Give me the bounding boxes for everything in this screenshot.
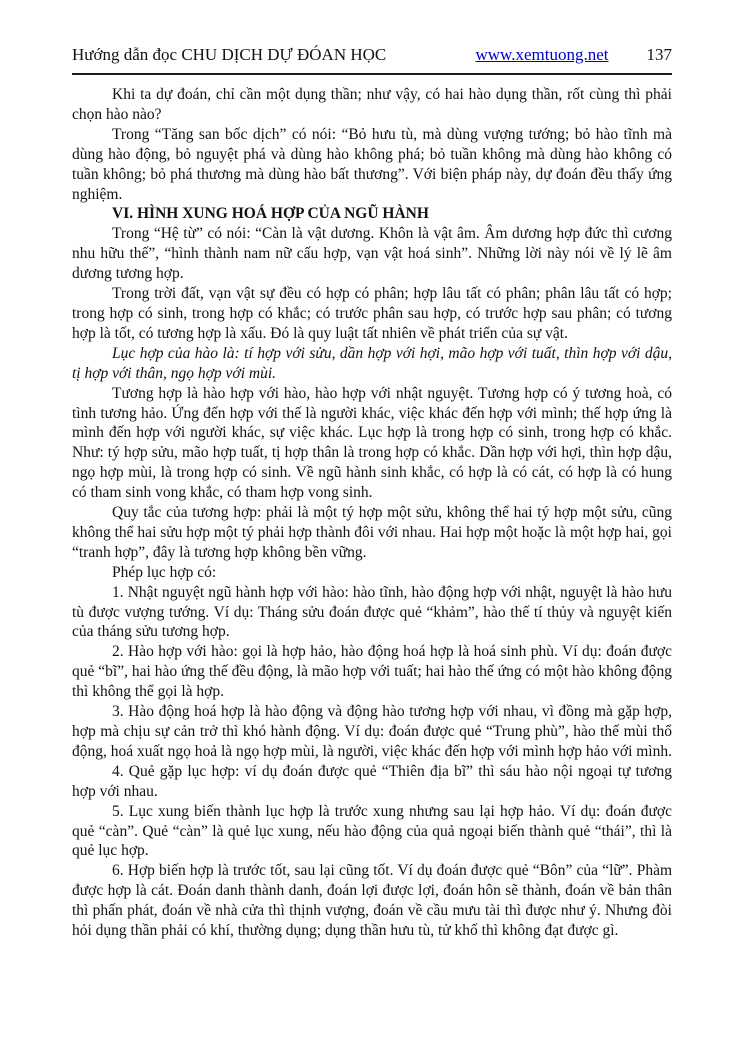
- paragraph: 2. Hào hợp với hào: gọi là hợp hảo, hào động hoá hợp là hoá sinh phù. Ví dụ: đoán được quẻ “bĩ”, hai hào ứng thế đều động, là mão hợp với tuất; hai hào thế ứng có một hào không động thì không thể gọi là hợp.: [72, 643, 672, 701]
- paragraph: Quy tắc của tương hợp: phải là một tý hợp một sửu, không thể hai tý hợp một sửu, cũng không thể hai sửu hợp một tý phải hợp thành đôi với nhau. Hai hợp một hoặc là một hợp hai, gọi “tranh hợp”, đây là tương hợp không bền vững.: [72, 504, 672, 561]
- section-heading: VI. HÌNH XUNG HOÁ HỢP CỦA NGŨ HÀNH: [112, 205, 429, 223]
- paragraph: Trong “Tăng san bốc dịch” có nói: “Bỏ hưu tù, mà dùng vượng tướng; bỏ hào tĩnh mà dùng hào động, bỏ nguyệt phá và dùng hào không phá; bỏ tuần không mà dùng hào không có tuần không; bỏ phá thương mà dùng hào bất thương”. Với biện pháp này, dự đoán đều thấy ứng nghiệm.: [72, 125, 672, 203]
- page-body: [72, 85, 672, 941]
- header-divider: [72, 73, 672, 75]
- paragraph: 1. Nhật nguyệt ngũ hành hợp với hào: hào tĩnh, hào động hợp với nhật, nguyệt là hào hưu tù được vượng tướng. Ví dụ: Tháng sửu đoán được quẻ “khảm”, hào thế tí thủy và nguyệt kiến của tháng sửu tương hợp.: [72, 583, 672, 641]
- page-header: [72, 0, 672, 65]
- paragraph: Trong “Hệ từ” có nói: “Càn là vật dương. Khôn là vật âm. Âm dương hợp đức thì cương nhu hữu thế”, “hình thành nam nữ cấu hợp, vạn vật hoá sinh”. Những lời này nói về lý lẽ âm dương tương hợp.: [72, 225, 672, 283]
- header-title: Hướng dẫn đọc CHU DỊCH DỰ ĐÓAN HỌC: [72, 45, 387, 64]
- paragraph: 5. Lục xung biến thành lục hợp là trước xung nhưng sau lại hợp hảo. Ví dụ: đoán được quẻ “càn”. Quẻ “càn” là quẻ lục xung, nếu hào động của quả ngoại biến thành quẻ “thái”, thì là quẻ lục hợp.: [72, 802, 672, 860]
- paragraph: Phép lục hợp có:: [112, 563, 217, 581]
- paragraph: 3. Hào động hoá hợp là hào động và động hào tương hợp với nhau, vì đồng mà gặp hợp, hợp mà chịu sự cản trở thì khó hành động. Ví dụ: đoán được quẻ “Trung phù”, hào thế mùi thổ động, hoá xuất ngọ hoả là ngọ hợp mùi, là người, việc khác đến hợp với mình hợp hảo với mình.: [72, 703, 672, 760]
- paragraph: Tương hợp là hào hợp với hào, hào hợp với nhật nguyệt. Tương hợp có ý tương hoà, có tình tương hảo. Ứng đến hợp với thế là người khác, việc khác đến hợp với mình; thế hợp ứng là mình đến hợp với người khác, sự việc khác. Lục hợp là trong hợp có sinh, trong hợp có khắc. Như: tý hợp sửu, mão hợp tuất, tị hợp thân là trong hợp có khắc. Dần hợp với hợi, thìn hợp dậu, ngọ hợp mùi, là trong hợp có sinh. Về ngũ hành sinh khắc, có hợp là có cát, có hợp là có hung có tham sinh vong khắc, có tham hợp vong sinh.: [72, 384, 672, 502]
- paragraph-italic: Lục hợp của hào là: tí hợp với sửu, dần hợp với hợi, mão hợp với tuất, thìn hợp với dậu, tị hợp với thân, ngọ hợp với mùi.: [72, 344, 672, 382]
- paragraph: 4. Quẻ gặp lục hợp: ví dụ đoán được quẻ “Thiên địa bĩ” thì sáu hào nội ngoại tự tương hợp với nhau.: [72, 762, 672, 800]
- website-link[interactable]: www.xemtuong.net: [475, 45, 609, 64]
- paragraph: Trong trời đất, vạn vật sự đều có hợp có phân; hợp lâu tất có phân; phân lâu tất có hợp; trong hợp có sinh, trong hợp có khắc; có trước phân sau hợp, có trước hợp sau phân; có tương hợp là tốt, có tương hợp là xấu. Đó là quy luật tất nhiên về phát triển của sự vật.: [72, 285, 672, 342]
- paragraph: 6. Hợp biến hợp là trước tốt, sau lại cũng tốt. Ví dụ đoán được quẻ “Bôn” của “lữ”. Phàm được hợp là cát. Đoán danh thành danh, đoán lợi được lợi, đoán hôn sẽ thành, đoán về bản thân thì phấn phát, đoán về nhà cửa thì thịnh vượng, đoán về cầu mưu tài thì được như ý. Nhưng đòi hỏi dụng thần phải có khí, thường dụng; dụng thần hưu tù, tử khố thì không đạt được gì.: [72, 862, 672, 940]
- page-number: 137: [646, 45, 672, 64]
- paragraph: Khi ta dự đoán, chỉ cần một dụng thần; như vậy, có hai hào dụng thần, rốt cùng thì phải chọn hào nào?: [72, 86, 672, 123]
